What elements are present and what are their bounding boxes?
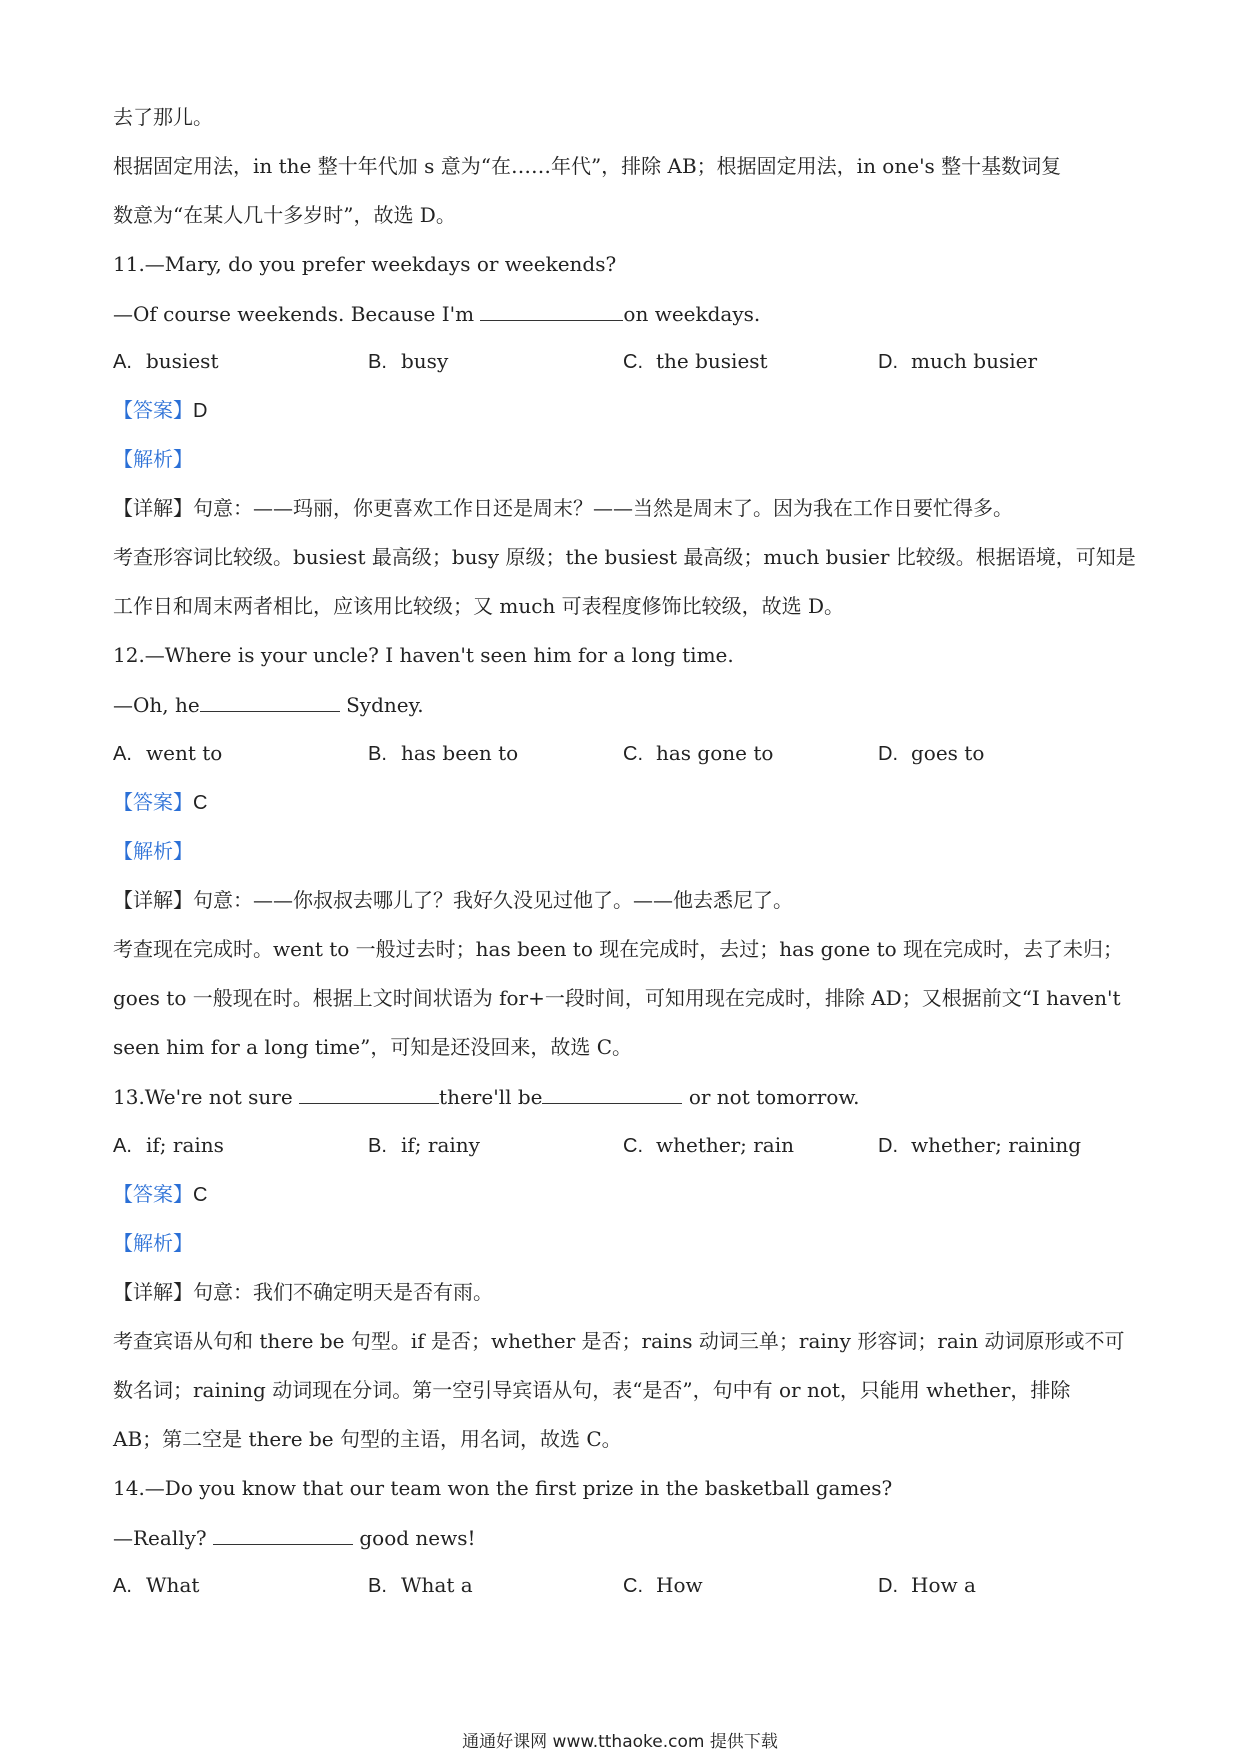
- option-text: if; rains: [146, 1133, 224, 1157]
- explanation-line: 根据固定用法，in the 整十年代加 s 意为“在……年代”，排除 AB；根据固定用法，in one's 整十基数词复: [113, 154, 1062, 178]
- option-d: [878, 348, 1037, 375]
- stem-text: there'll be: [439, 1085, 543, 1109]
- option-letter: A.: [113, 1575, 132, 1597]
- explanation-line: 数意为“在某人几十多岁时”，故选 D。: [113, 203, 456, 227]
- detail-text: 句意：——玛丽，你更喜欢工作日还是周末？——当然是周末了。因为我在工作日要忙得多。: [193, 496, 1013, 520]
- analysis-line: [113, 1230, 1133, 1256]
- stem-text: or not tomorrow.: [682, 1085, 860, 1109]
- detail-line: [113, 1279, 1133, 1305]
- analysis-line: [113, 446, 1133, 472]
- reply-text: —Of course weekends. Because I'm: [113, 302, 481, 326]
- detail-text: 句意：——你叔叔去哪儿了？我好久没见过他了。——他去悉尼了。: [193, 888, 793, 912]
- detail-text: 句意：我们不确定明天是否有雨。: [193, 1280, 493, 1304]
- analysis-line: [113, 838, 1133, 864]
- answer-blank: [299, 1083, 439, 1104]
- question-14-reply: [113, 1524, 1133, 1551]
- option-a: [113, 348, 218, 375]
- option-letter: B.: [368, 1575, 387, 1597]
- detail-line: [113, 887, 1133, 913]
- stem-text: 13.We're not sure: [113, 1085, 300, 1109]
- option-letter: C.: [623, 351, 643, 373]
- explanation-line: 去了那儿。: [113, 105, 213, 129]
- answer-value: D: [193, 400, 208, 422]
- detail-label: 【详解】: [113, 1280, 193, 1304]
- option-b: [368, 1572, 473, 1599]
- option-text: has gone to: [656, 741, 774, 765]
- explanation-line: 考查现在完成时。went to 一般过去时；has been to 现在完成时，去过；has gone to 现在完成时，去了未归；: [113, 937, 1124, 961]
- option-text: the busiest: [656, 349, 768, 373]
- reply-text: Sydney.: [339, 693, 424, 717]
- option-d: [878, 740, 984, 767]
- option-letter: B.: [368, 743, 387, 765]
- detail-label: 【详解】: [113, 888, 193, 912]
- answer-blank: [213, 1524, 353, 1545]
- question-14-options: [113, 1572, 1133, 1598]
- question-11-options: [113, 348, 1133, 374]
- option-c: [623, 740, 773, 767]
- option-letter: C.: [623, 743, 643, 765]
- explanation-line: seen him for a long time”，可知是还没回来，故选 C。: [113, 1035, 633, 1059]
- option-letter: A.: [113, 351, 132, 373]
- question-14-stem: 14.—Do you know that our team won the first prize in the basketball games?: [113, 1476, 893, 1500]
- answer-blank: [542, 1083, 682, 1104]
- answer-label: 【答案】: [113, 1182, 193, 1206]
- question-12-stem: 12.—Where is your uncle? I haven't seen him for a long time.: [113, 643, 734, 667]
- option-text: went to: [146, 741, 223, 765]
- reply-text: good news!: [353, 1526, 476, 1550]
- option-text: whether; raining: [911, 1133, 1082, 1157]
- option-a: [113, 1572, 199, 1599]
- option-text: busiest: [146, 349, 219, 373]
- option-text: goes to: [911, 741, 985, 765]
- reply-text: on weekdays.: [623, 302, 761, 326]
- explanation-line: AB；第二空是 there be 句型的主语，用名词，故选 C。: [113, 1427, 622, 1451]
- explanation-line: 数名词；raining 动词现在分词。第一空引导宾语从句，表“是否”，句中有 or not，只能用 whether，排除: [113, 1378, 1071, 1402]
- answer-value: C: [193, 1184, 208, 1206]
- answer-blank: [480, 300, 623, 321]
- option-letter: B.: [368, 1135, 387, 1157]
- option-a: [113, 1132, 224, 1159]
- answer-label: 【答案】: [113, 790, 193, 814]
- option-b: [368, 1132, 480, 1159]
- option-text: whether; rain: [656, 1133, 795, 1157]
- option-letter: C.: [623, 1575, 643, 1597]
- question-12-reply: [113, 691, 1133, 718]
- option-c: [623, 1572, 703, 1599]
- option-text: What: [146, 1573, 200, 1597]
- option-text: much busier: [911, 349, 1038, 373]
- answer-label: 【答案】: [113, 398, 193, 422]
- reply-text: —Really?: [113, 1526, 213, 1550]
- analysis-label: 【解析】: [113, 447, 193, 471]
- option-letter: D.: [878, 351, 898, 373]
- explanation-line: 考查形容词比较级。busiest 最高级；busy 原级；the busiest 最高级；much busier 比较级。根据语境，可知是: [113, 545, 1136, 569]
- option-d: [878, 1132, 1081, 1159]
- option-c: [623, 348, 768, 375]
- option-b: [368, 740, 518, 767]
- option-text: has been to: [401, 741, 519, 765]
- answer-line: [113, 397, 1133, 424]
- option-text: busy: [401, 349, 449, 373]
- reply-text: —Oh, he: [113, 693, 200, 717]
- option-a: [113, 740, 222, 767]
- question-12-options: [113, 740, 1133, 766]
- option-d: [878, 1572, 976, 1599]
- answer-line: [113, 1181, 1133, 1208]
- option-letter: D.: [878, 1135, 898, 1157]
- option-letter: C.: [623, 1135, 643, 1157]
- option-letter: D.: [878, 743, 898, 765]
- explanation-line: 考查宾语从句和 there be 句型。if 是否；whether 是否；rains 动词三单；rainy 形容词；rain 动词原形或不可: [113, 1329, 1125, 1353]
- option-letter: A.: [113, 1135, 132, 1157]
- answer-blank: [200, 691, 340, 712]
- question-11-stem: 11.—Mary, do you prefer weekdays or weekends?: [113, 252, 617, 276]
- answer-value: C: [193, 792, 208, 814]
- option-letter: A.: [113, 743, 132, 765]
- option-text: What a: [401, 1573, 473, 1597]
- explanation-line: 工作日和周末两者相比，应该用比较级；又 much 可表程度修饰比较级，故选 D。: [113, 594, 845, 618]
- analysis-label: 【解析】: [113, 1231, 193, 1255]
- answer-line: [113, 789, 1133, 816]
- option-text: How a: [911, 1573, 976, 1597]
- analysis-label: 【解析】: [113, 839, 193, 863]
- option-c: [623, 1132, 794, 1159]
- question-13-options: [113, 1132, 1133, 1158]
- option-text: if; rainy: [401, 1133, 480, 1157]
- detail-label: 【详解】: [113, 496, 193, 520]
- option-b: [368, 348, 448, 375]
- detail-line: [113, 495, 1133, 521]
- question-11-reply: [113, 300, 1133, 327]
- question-13-stem: [113, 1083, 1133, 1110]
- option-text: How: [656, 1573, 703, 1597]
- option-letter: D.: [878, 1575, 898, 1597]
- page-footer: 通通好课网 www.tthaoke.com 提供下载: [462, 1732, 778, 1752]
- explanation-line: goes to 一般现在时。根据上文时间状语为 for+一段时间，可知用现在完成时，排除 AD；又根据前文“I haven't: [113, 986, 1121, 1010]
- option-letter: B.: [368, 351, 387, 373]
